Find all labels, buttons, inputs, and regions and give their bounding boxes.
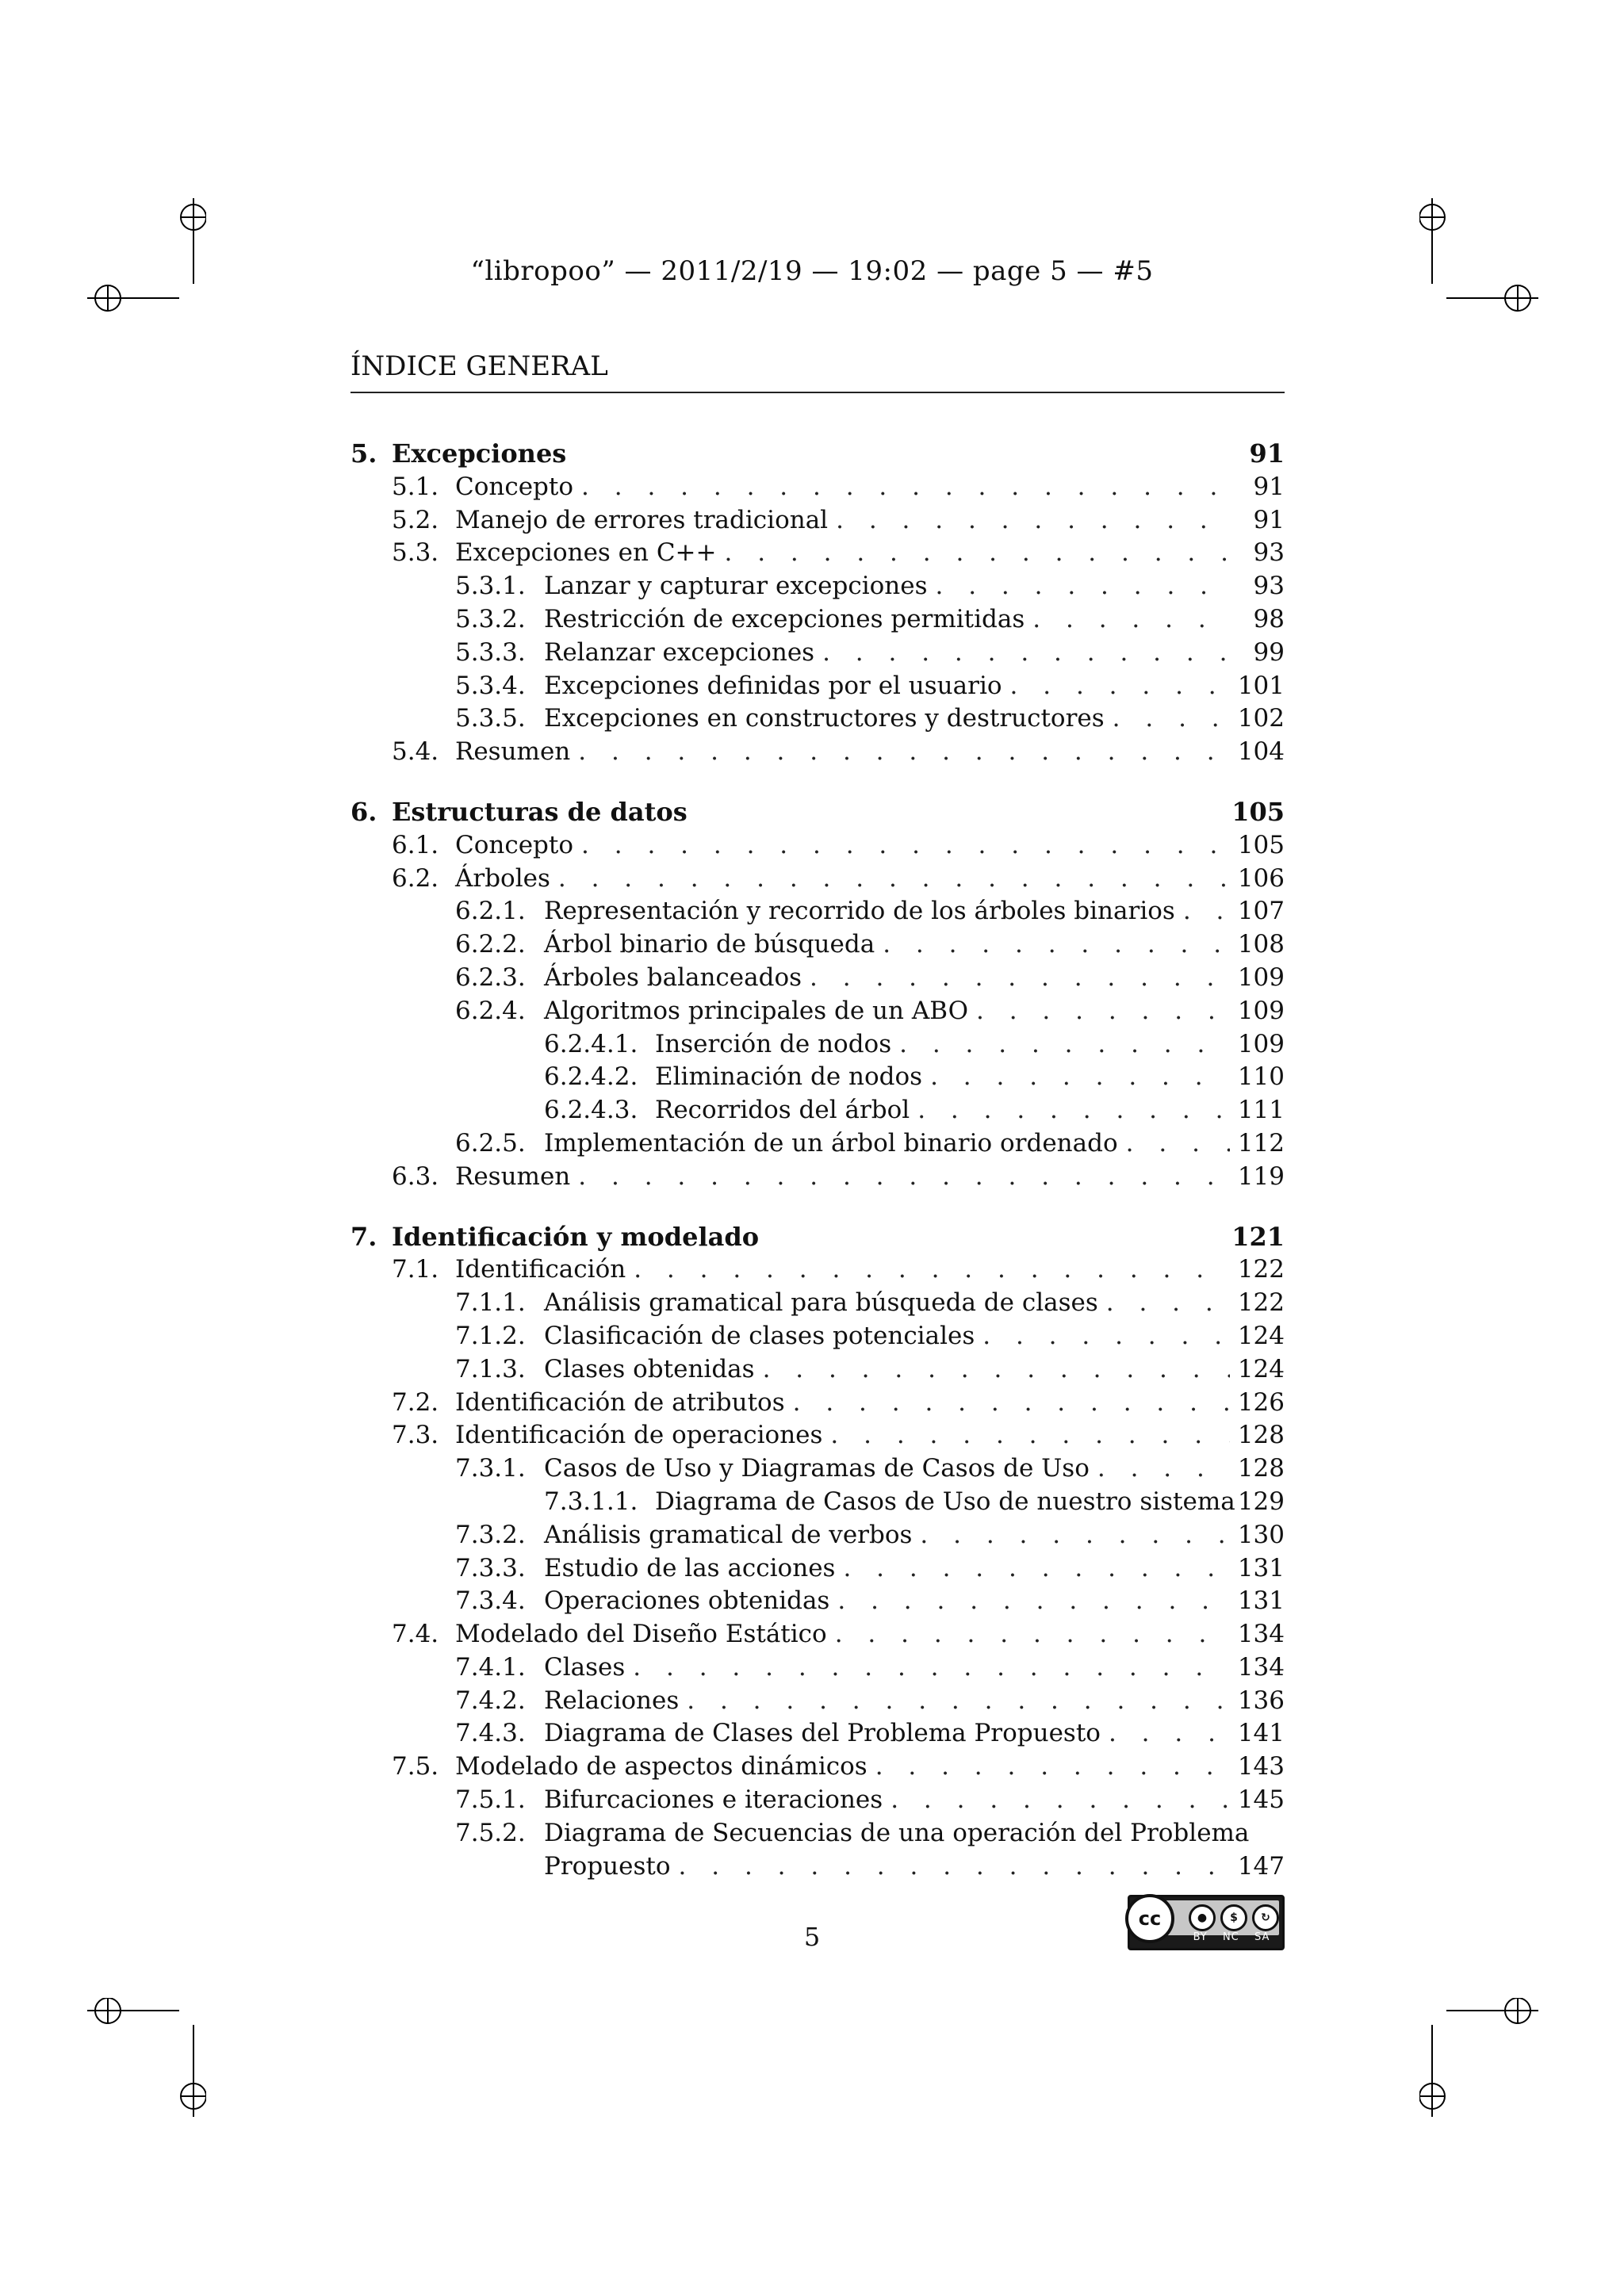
toc-entry-row[interactable] [350, 995, 1285, 1028]
toc-leader-dots [1010, 670, 1230, 703]
toc-chapter-number: 6. [350, 796, 377, 827]
toc-entry-number: 5.4. [392, 737, 439, 767]
cc-logo-icon: cc [1125, 1894, 1174, 1943]
toc-entry-title: Inserción de nodos [655, 1029, 892, 1058]
toc-entry-title: Árboles balanceados [544, 962, 802, 992]
toc-entry-number: 6.2.3. [455, 962, 526, 992]
license-labels [1185, 1931, 1277, 1946]
toc-entry-page: 119 [1237, 1161, 1285, 1191]
toc-leader-dots [763, 1353, 1230, 1387]
toc-entry-row[interactable] [350, 1061, 1285, 1094]
toc-chapter-title: Identificación y modelado [392, 1221, 760, 1252]
toc-entry-title: Clases obtenidas [544, 1354, 755, 1383]
toc-entry-row[interactable] [350, 1419, 1285, 1452]
toc-leader-dots [1126, 1127, 1230, 1161]
toc-entry-number: 7.1.2. [455, 1321, 526, 1350]
toc-entry-page: 109 [1237, 962, 1285, 992]
toc-chapter-row[interactable] [350, 1221, 1285, 1254]
toc-entry-number: 7.3.4. [455, 1586, 526, 1616]
toc-entry-number: 7.5. [392, 1752, 439, 1781]
toc-leader-dots [930, 1061, 1230, 1094]
toc-entry-number: 7.1.1. [455, 1288, 526, 1318]
toc-entry-row[interactable] [350, 702, 1285, 736]
toc-leader-dots [558, 863, 1230, 896]
toc-leader-dots [810, 962, 1230, 995]
toc-entry-page: 108 [1237, 930, 1285, 959]
toc-entry-title: Concepto [455, 830, 574, 859]
toc-chapter [350, 438, 1285, 769]
toc-leader-dots [936, 570, 1232, 603]
toc-entry-number: 6.2.4. [455, 996, 526, 1025]
toc-entry-page: 101 [1237, 671, 1285, 700]
creative-commons-license-badge [1128, 1895, 1285, 1950]
toc-entry-title: Casos de Uso y Diagramas de Casos de Uso [544, 1454, 1090, 1483]
toc-entry-title: Resumen [455, 1161, 571, 1191]
toc-leader-dots [875, 1751, 1230, 1784]
toc-entry-title: Representación y recorrido de los árboles binarios [544, 897, 1175, 926]
toc-chapter-page: 105 [1231, 796, 1285, 827]
license-label-nc: NC [1222, 1931, 1239, 1943]
toc-entry-page: 122 [1237, 1288, 1285, 1318]
toc-entry-page: 105 [1237, 830, 1285, 859]
toc-entry-title: Estudio de las acciones [544, 1553, 836, 1582]
toc-entry-number: 5.3.3. [455, 637, 526, 667]
toc-leader-dots [581, 829, 1230, 863]
toc-entry-page: 131 [1237, 1586, 1285, 1616]
toc-entry-title: Árbol binario de búsqueda [544, 930, 875, 959]
toc-entry-number: 6.1. [392, 830, 439, 859]
toc-entry-number: 7.5.2. [455, 1818, 526, 1847]
toc-entry-page: 112 [1237, 1128, 1285, 1158]
toc-entry-row[interactable] [350, 1028, 1285, 1062]
toc-chapter-number: 5. [350, 438, 377, 469]
toc-entry-number: 5.2. [392, 505, 439, 534]
toc-entry-page: 109 [1237, 996, 1285, 1025]
toc-entry-page: 124 [1237, 1321, 1285, 1350]
toc-leader-dots [1113, 702, 1230, 736]
toc-entry-title: Eliminación de nodos [655, 1062, 923, 1092]
toc-entry-title: Bifurcaciones e iteraciones [544, 1785, 883, 1815]
toc-entry-title: Identificación de operaciones [455, 1421, 823, 1450]
toc-entry-page: 109 [1237, 1029, 1285, 1058]
toc-entry-title: Recorridos del árbol [655, 1096, 910, 1125]
toc-entry-row[interactable] [350, 1353, 1285, 1387]
toc-entry-row[interactable] [350, 1618, 1285, 1651]
toc-entry-row[interactable] [350, 1817, 1285, 1850]
toc-entry-page: 110 [1237, 1062, 1285, 1092]
toc-entry-row[interactable] [350, 1486, 1285, 1519]
toc-entry-number: 7.3.1. [455, 1454, 526, 1483]
toc-chapter-title: Estructuras de datos [392, 796, 688, 827]
toc-entry-title: Diagrama de Casos de Uso de nuestro sistema [655, 1487, 1235, 1516]
toc-entry-page: 141 [1237, 1719, 1285, 1748]
toc-entry-row[interactable] [350, 570, 1285, 603]
toc-entry-title: Concepto [455, 472, 574, 501]
noncommercial-icon: $ [1220, 1904, 1247, 1931]
toc-entry-title: Relanzar excepciones [544, 637, 815, 667]
toc-entry-title: Análisis gramatical de verbos [544, 1520, 913, 1549]
table-of-contents [350, 438, 1285, 1910]
toc-entry-page: 91 [1253, 505, 1285, 534]
toc-entry-row[interactable] [350, 537, 1285, 570]
toc-entry-title: Excepciones en constructores y destructores [544, 704, 1105, 733]
toc-leader-dots [843, 1552, 1229, 1586]
toc-leader-dots [687, 1685, 1230, 1718]
toc-entry-number: 5.3. [392, 538, 439, 568]
license-label-sa: SA [1254, 1931, 1270, 1943]
toc-entry-title: Lanzar y capturar excepciones [544, 572, 928, 601]
toc-entry-row[interactable] [350, 1717, 1285, 1751]
toc-entry-page: 143 [1237, 1752, 1285, 1781]
toc-entry-number: 7.4.1. [455, 1652, 526, 1682]
toc-entry-row[interactable] [350, 603, 1285, 637]
toc-entry-number: 5.1. [392, 472, 439, 501]
toc-leader-dots [1097, 1452, 1230, 1486]
toc-entry-number: 6.2.4.3. [544, 1096, 638, 1125]
toc-entry-title: Identificación de atributos [455, 1387, 785, 1417]
toc-entry-title: Manejo de errores tradicional [455, 505, 829, 534]
toc-entry-row[interactable] [350, 1127, 1285, 1161]
toc-leader-dots [837, 1585, 1229, 1618]
toc-entry-number: 6.2.4.2. [544, 1062, 638, 1092]
toc-entry-number: 6.2.1. [455, 897, 526, 926]
toc-leader-dots [1183, 895, 1230, 928]
toc-entry-title: Diagrama de Secuencias de una operación del Problema [544, 1818, 1250, 1847]
toc-chapter-number: 7. [350, 1221, 377, 1252]
toc-chapter-row[interactable] [350, 796, 1285, 829]
toc-chapter-title: Excepciones [392, 438, 567, 469]
toc-entry-number: 7.4. [392, 1620, 439, 1649]
toc-leader-dots [976, 995, 1230, 1028]
toc-entry-title: Propuesto [544, 1851, 671, 1881]
toc-entry-number: 6.2.4.1. [544, 1029, 638, 1058]
toc-entry-row[interactable] [350, 1094, 1285, 1127]
toc-entry-number: 7.3.2. [455, 1520, 526, 1549]
toc-entry-number: 7.4.3. [455, 1719, 526, 1748]
toc-leader-dots [836, 504, 1232, 538]
toc-leader-dots [679, 1850, 1230, 1884]
toc-entry-title: Resumen [455, 737, 571, 767]
toc-leader-dots [633, 1651, 1230, 1685]
toc-entry-title: Excepciones en C++ [455, 538, 717, 568]
toc-entry-page: 111 [1237, 1096, 1285, 1125]
toc-entry-row[interactable] [350, 1784, 1285, 1817]
toc-entry-number: 7.4.2. [455, 1686, 526, 1715]
toc-leader-dots [1109, 1717, 1230, 1751]
toc-entry-page: 126 [1237, 1387, 1285, 1417]
toc-entry-row[interactable] [350, 1452, 1285, 1486]
toc-entry-page: 104 [1237, 737, 1285, 767]
toc-leader-dots [1032, 603, 1232, 637]
toc-entry-page: 107 [1237, 897, 1285, 926]
attribution-icon: ● [1189, 1904, 1216, 1931]
toc-entry-row[interactable] [350, 1585, 1285, 1618]
toc-entry-row[interactable] [350, 1552, 1285, 1586]
toc-entry-number: 7.1. [392, 1255, 439, 1284]
toc-leader-dots [920, 1519, 1229, 1552]
toc-entry-row[interactable] [350, 1387, 1285, 1420]
toc-entry-title: Identificación [455, 1255, 626, 1284]
page-number: 5 [803, 1922, 821, 1952]
toc-entry-number: 6.2.2. [455, 930, 526, 959]
toc-entry-page: 124 [1237, 1354, 1285, 1383]
toc-entry-page: 130 [1237, 1520, 1285, 1549]
toc-entry-title: Operaciones obtenidas [544, 1586, 830, 1616]
toc-entry-number: 6.2.5. [455, 1128, 526, 1158]
toc-leader-dots [634, 1253, 1230, 1287]
toc-chapter-row[interactable] [350, 438, 1285, 471]
toc-entry-row[interactable] [350, 962, 1285, 995]
crop-mark-bottom-left [87, 1998, 206, 2125]
toc-entry-row[interactable] [350, 504, 1285, 538]
toc-entry-number: 7.3. [392, 1421, 439, 1450]
toc-entry-page: 106 [1237, 863, 1285, 893]
toc-entry-page: 134 [1237, 1652, 1285, 1682]
toc-entry-title: Modelado de aspectos dinámicos [455, 1752, 868, 1781]
toc-entry-row[interactable] [350, 895, 1285, 928]
toc-entry-number: 6.2. [392, 863, 439, 893]
toc-entry-title: Árboles [455, 863, 550, 893]
toc-entry-page: 134 [1237, 1620, 1285, 1649]
toc-leader-dots [899, 1028, 1230, 1062]
toc-entry-row[interactable] [350, 1320, 1285, 1353]
toc-entry-number: 7.2. [392, 1387, 439, 1417]
toc-chapter-page: 91 [1249, 438, 1285, 469]
toc-entry-page: 122 [1237, 1255, 1285, 1284]
toc-entry-page: 147 [1237, 1851, 1285, 1881]
toc-entry-number: 7.3.1.1. [544, 1487, 638, 1516]
crop-mark-bottom-right [1419, 1998, 1538, 2125]
toc-leader-dots [1106, 1287, 1230, 1320]
running-header-line: “libropoo” — 2011/2/19 — 19:02 — page 5 — #5 [470, 255, 1154, 287]
toc-entry-number: 7.5.1. [455, 1785, 526, 1815]
toc-entry-number: 7.3.3. [455, 1553, 526, 1582]
toc-entry-row[interactable] [350, 637, 1285, 670]
toc-entry-page: 99 [1253, 637, 1285, 667]
toc-leader-dots [725, 537, 1232, 570]
toc-leader-dots [578, 736, 1230, 769]
toc-entry-row[interactable] [350, 1850, 1285, 1884]
toc-entry-row[interactable] [350, 471, 1285, 504]
toc-entry-page: 98 [1253, 604, 1285, 633]
toc-chapter-page: 121 [1231, 1221, 1285, 1252]
toc-entry-number: 5.3.2. [455, 604, 526, 633]
toc-entry-row[interactable] [350, 829, 1285, 863]
toc-entry-page: 102 [1237, 704, 1285, 733]
toc-entry-number: 5.3.5. [455, 704, 526, 733]
toc-entry-title: Clasificación de clases potenciales [544, 1321, 975, 1350]
toc-entry-page: 93 [1253, 538, 1285, 568]
toc-entry-row[interactable] [350, 1651, 1285, 1685]
section-title: ÍNDICE GENERAL [350, 350, 1285, 393]
toc-entry-row[interactable] [350, 670, 1285, 703]
toc-entry-title: Análisis gramatical para búsqueda de clases [544, 1288, 1098, 1318]
toc-entry-row[interactable] [350, 863, 1285, 896]
toc-entry-page: 128 [1237, 1421, 1285, 1450]
toc-entry-title: Diagrama de Clases del Problema Propuesto [544, 1719, 1101, 1748]
toc-entry-page: 145 [1237, 1785, 1285, 1815]
toc-entry-row[interactable] [350, 1161, 1285, 1194]
toc-entry-row[interactable] [350, 1287, 1285, 1320]
toc-leader-dots [917, 1094, 1230, 1127]
toc-leader-dots [822, 637, 1232, 670]
toc-entry-row[interactable] [350, 1519, 1285, 1552]
toc-entry-number: 7.1.3. [455, 1354, 526, 1383]
toc-entry-page: 93 [1253, 572, 1285, 601]
toc-entry-number: 5.3.1. [455, 572, 526, 601]
toc-entry-title: Modelado del Diseño Estático [455, 1620, 827, 1649]
toc-entry-row[interactable] [350, 1685, 1285, 1718]
toc-leader-dots [793, 1387, 1230, 1420]
toc-leader-dots [581, 471, 1232, 504]
toc-entry-number: 6.3. [392, 1161, 439, 1191]
toc-leader-dots [982, 1320, 1230, 1353]
license-label-by: BY [1193, 1931, 1208, 1943]
toc-entry-row[interactable] [350, 1253, 1285, 1287]
toc-entry-title: Excepciones definidas por el usuario [544, 671, 1002, 700]
toc-leader-dots [883, 928, 1230, 962]
toc-leader-dots [830, 1419, 1229, 1452]
toc-chapter [350, 796, 1285, 1194]
toc-leader-dots [835, 1618, 1230, 1651]
toc-entry-title: Clases [544, 1652, 626, 1682]
toc-leader-dots [891, 1784, 1230, 1817]
toc-entry-page: 136 [1237, 1686, 1285, 1715]
toc-entry-row[interactable] [350, 736, 1285, 769]
toc-entry-title: Implementación de un árbol binario ordenado [544, 1128, 1118, 1158]
toc-entry-page: 129 [1237, 1487, 1285, 1516]
toc-entry-row[interactable] [350, 1751, 1285, 1784]
toc-entry-title: Algoritmos principales de un ABO [544, 996, 968, 1025]
toc-entry-row[interactable] [350, 928, 1285, 962]
toc-entry-page: 128 [1237, 1454, 1285, 1483]
toc-chapter [350, 1221, 1285, 1884]
toc-entry-number: 5.3.4. [455, 671, 526, 700]
toc-entry-title: Relaciones [544, 1686, 680, 1715]
toc-entry-page: 131 [1237, 1553, 1285, 1582]
toc-entry-page: 91 [1253, 472, 1285, 501]
toc-entry-title: Restricción de excepciones permitidas [544, 604, 1025, 633]
toc-leader-dots [578, 1161, 1230, 1194]
sharealike-icon: ↻ [1252, 1904, 1279, 1931]
